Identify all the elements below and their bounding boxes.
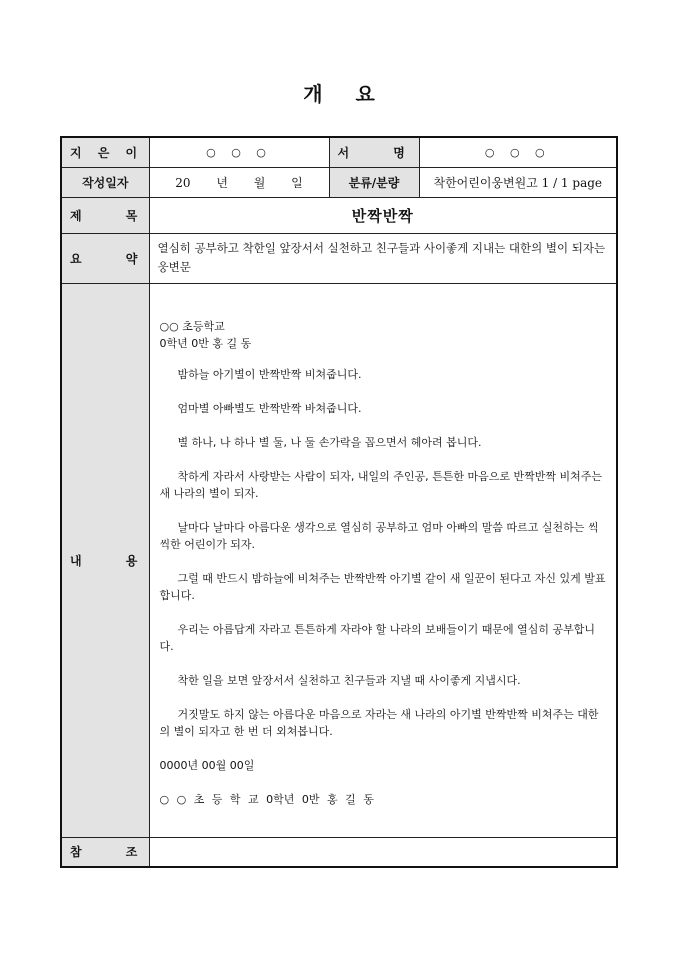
date-value: 20 년 월 일 [149,167,329,197]
content-paragraph: 그럴 때 반드시 밤하늘에 비쳐주는 반짝반짝 아기별 같이 새 일꾼이 된다고 자신 있게 발표합니다. [159,571,606,602]
document-title: 개 요 [303,82,377,106]
author-row [61,137,617,167]
content-paragraph: 엄마별 아빠별도 반짝반짝 바쳐줍니다. [177,401,362,415]
content-row [61,283,617,837]
content-paragraph: 우리는 아름답게 자라고 튼튼하게 자라야 할 나라의 보배들이기 때문에 열심히 공부합니다. [159,622,595,653]
content-paragraph: 밤하늘 아기별이 반짝반짝 비쳐줍니다. [177,367,362,381]
category-value: 착한어린이웅변원고 1 / 1 page [419,167,617,197]
subject-value: 반짝반짝 [149,197,617,233]
reference-row [61,837,617,867]
summary-label: 요 약 [61,233,149,283]
content-paragraph: 착한 일을 보면 앞장서서 실천하고 친구들과 지낼 때 사이좋게 지냅시다. [177,673,521,687]
date-row [61,167,617,197]
reference-label: 참 조 [61,837,149,867]
signature-label: 서 명 [329,137,419,167]
content-body [149,283,617,837]
category-label: 분류/분량 [329,167,419,197]
content-label: 내 용 [61,283,149,837]
content-student: 0학년 0반 홍 길 동 [159,336,252,350]
outline-form-table [60,136,618,868]
author-value: ○ ○ ○ [149,137,329,167]
date-label: 작성일자 [61,167,149,197]
subject-label: 제 목 [61,197,149,233]
summary-row [61,233,617,283]
reference-value [149,837,617,867]
subject-row [61,197,617,233]
content-signature-line: ○ ○ 초 등 학 교 0학년 0반 홍 길 동 [159,792,374,806]
signature-value: ○ ○ ○ [419,137,617,167]
author-label: 지 은 이 [61,137,149,167]
content-paragraph: 거짓말도 하지 않는 아름다운 마음으로 자라는 새 나라의 아기별 반짝반짝 비쳐주는 대한의 별이 되자고 한 번 더 외쳐봅니다. [159,707,599,738]
content-date: 0000년 00월 00일 [159,758,255,772]
content-school: ○○ 초등학교 [159,319,225,333]
content-paragraph: 별 하나, 나 하나 별 둘, 나 둘 손가락을 꼽으면서 헤아려 봅니다. [177,435,482,449]
content-paragraph: 날마다 날마다 아름다운 생각으로 열심히 공부하고 엄마 아빠의 말씀 따르고 실천하는 씩씩한 어린이가 되자. [159,520,599,551]
content-paragraph: 착하게 자라서 사랑받는 사람이 되자, 내일의 주인공, 튼튼한 마음으로 반짝반짝 비쳐주는 새 나라의 별이 되자. [159,469,602,500]
summary-value: 열심히 공부하고 착한일 앞장서서 실천하고 친구들과 사이좋게 지내는 대한의 별이 되자는 웅변문 [149,233,617,283]
